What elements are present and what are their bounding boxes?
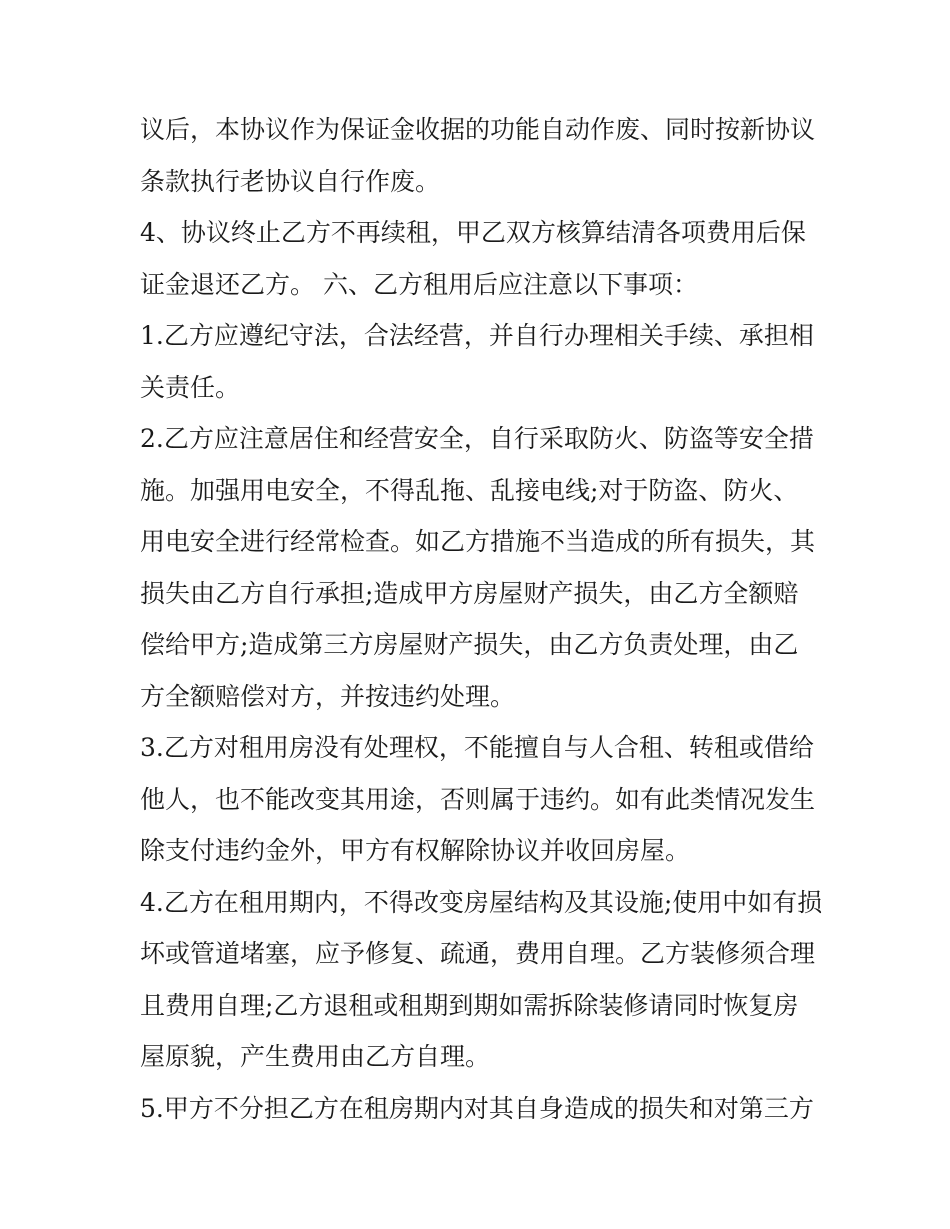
text-line: 1.乙方应遵纪守法，合法经营，并自行办理相关手续、承担相 [140, 321, 814, 350]
text-line: 3.乙方对租用房没有处理权，不能擅自与人合租、转租或借给 [140, 733, 814, 762]
text-line: 用电安全进行经常检查。如乙方措施不当造成的所有损失，其 [140, 527, 816, 556]
text-line: 议后，本协议作为保证金收据的功能自动作废、同时按新协议 [140, 115, 816, 144]
text-line: 方全额赔偿对方，并按违约处理。 [140, 681, 516, 711]
text-line: 关责任。 [140, 372, 241, 402]
text-line: 证金退还乙方。 六、乙方租用后应注意以下事项： [140, 269, 698, 299]
text-line: 损失由乙方自行承担;造成甲方房屋财产损失，由乙方全额赔 [140, 578, 799, 608]
text-line: 4、协议终止乙方不再续租，甲乙双方核算结清各项费用后保 [140, 218, 806, 247]
text-line: 5.甲方不分担乙方在租房期内对其自身造成的损失和对第三方 [140, 1093, 814, 1123]
document-body-text [140, 104, 823, 1134]
text-line: 偿给甲方;造成第三方房屋财产损失，由乙方负责处理，由乙 [140, 630, 799, 659]
text-line: 他人，也不能改变其用途，否则属于违约。如有此类情况发生 [140, 784, 816, 814]
text-line: 施。加强用电安全，不得乱拖、乱接电线;对于防盗、防火、 [140, 475, 799, 505]
text-line: 且费用自理;乙方退租或租期到期如需拆除装修请同时恢复房 [140, 990, 799, 1020]
text-line: 屋原貌，产生费用由乙方自理。 [140, 1042, 491, 1071]
text-line: 坏或管道堵塞，应予修复、疏通，费用自理。乙方装修须合理 [140, 939, 816, 968]
text-line: 2.乙方应注意居住和经营安全，自行采取防火、防盗等安全措 [140, 424, 814, 453]
text-line: 除支付违约金外，甲方有权解除协议并收回房屋。 [140, 836, 691, 865]
text-line: 条款执行老协议自行作废。 [140, 166, 441, 196]
text-line: 4.乙方在租用期内，不得改变房屋结构及其设施;使用中如有损 [140, 887, 823, 917]
